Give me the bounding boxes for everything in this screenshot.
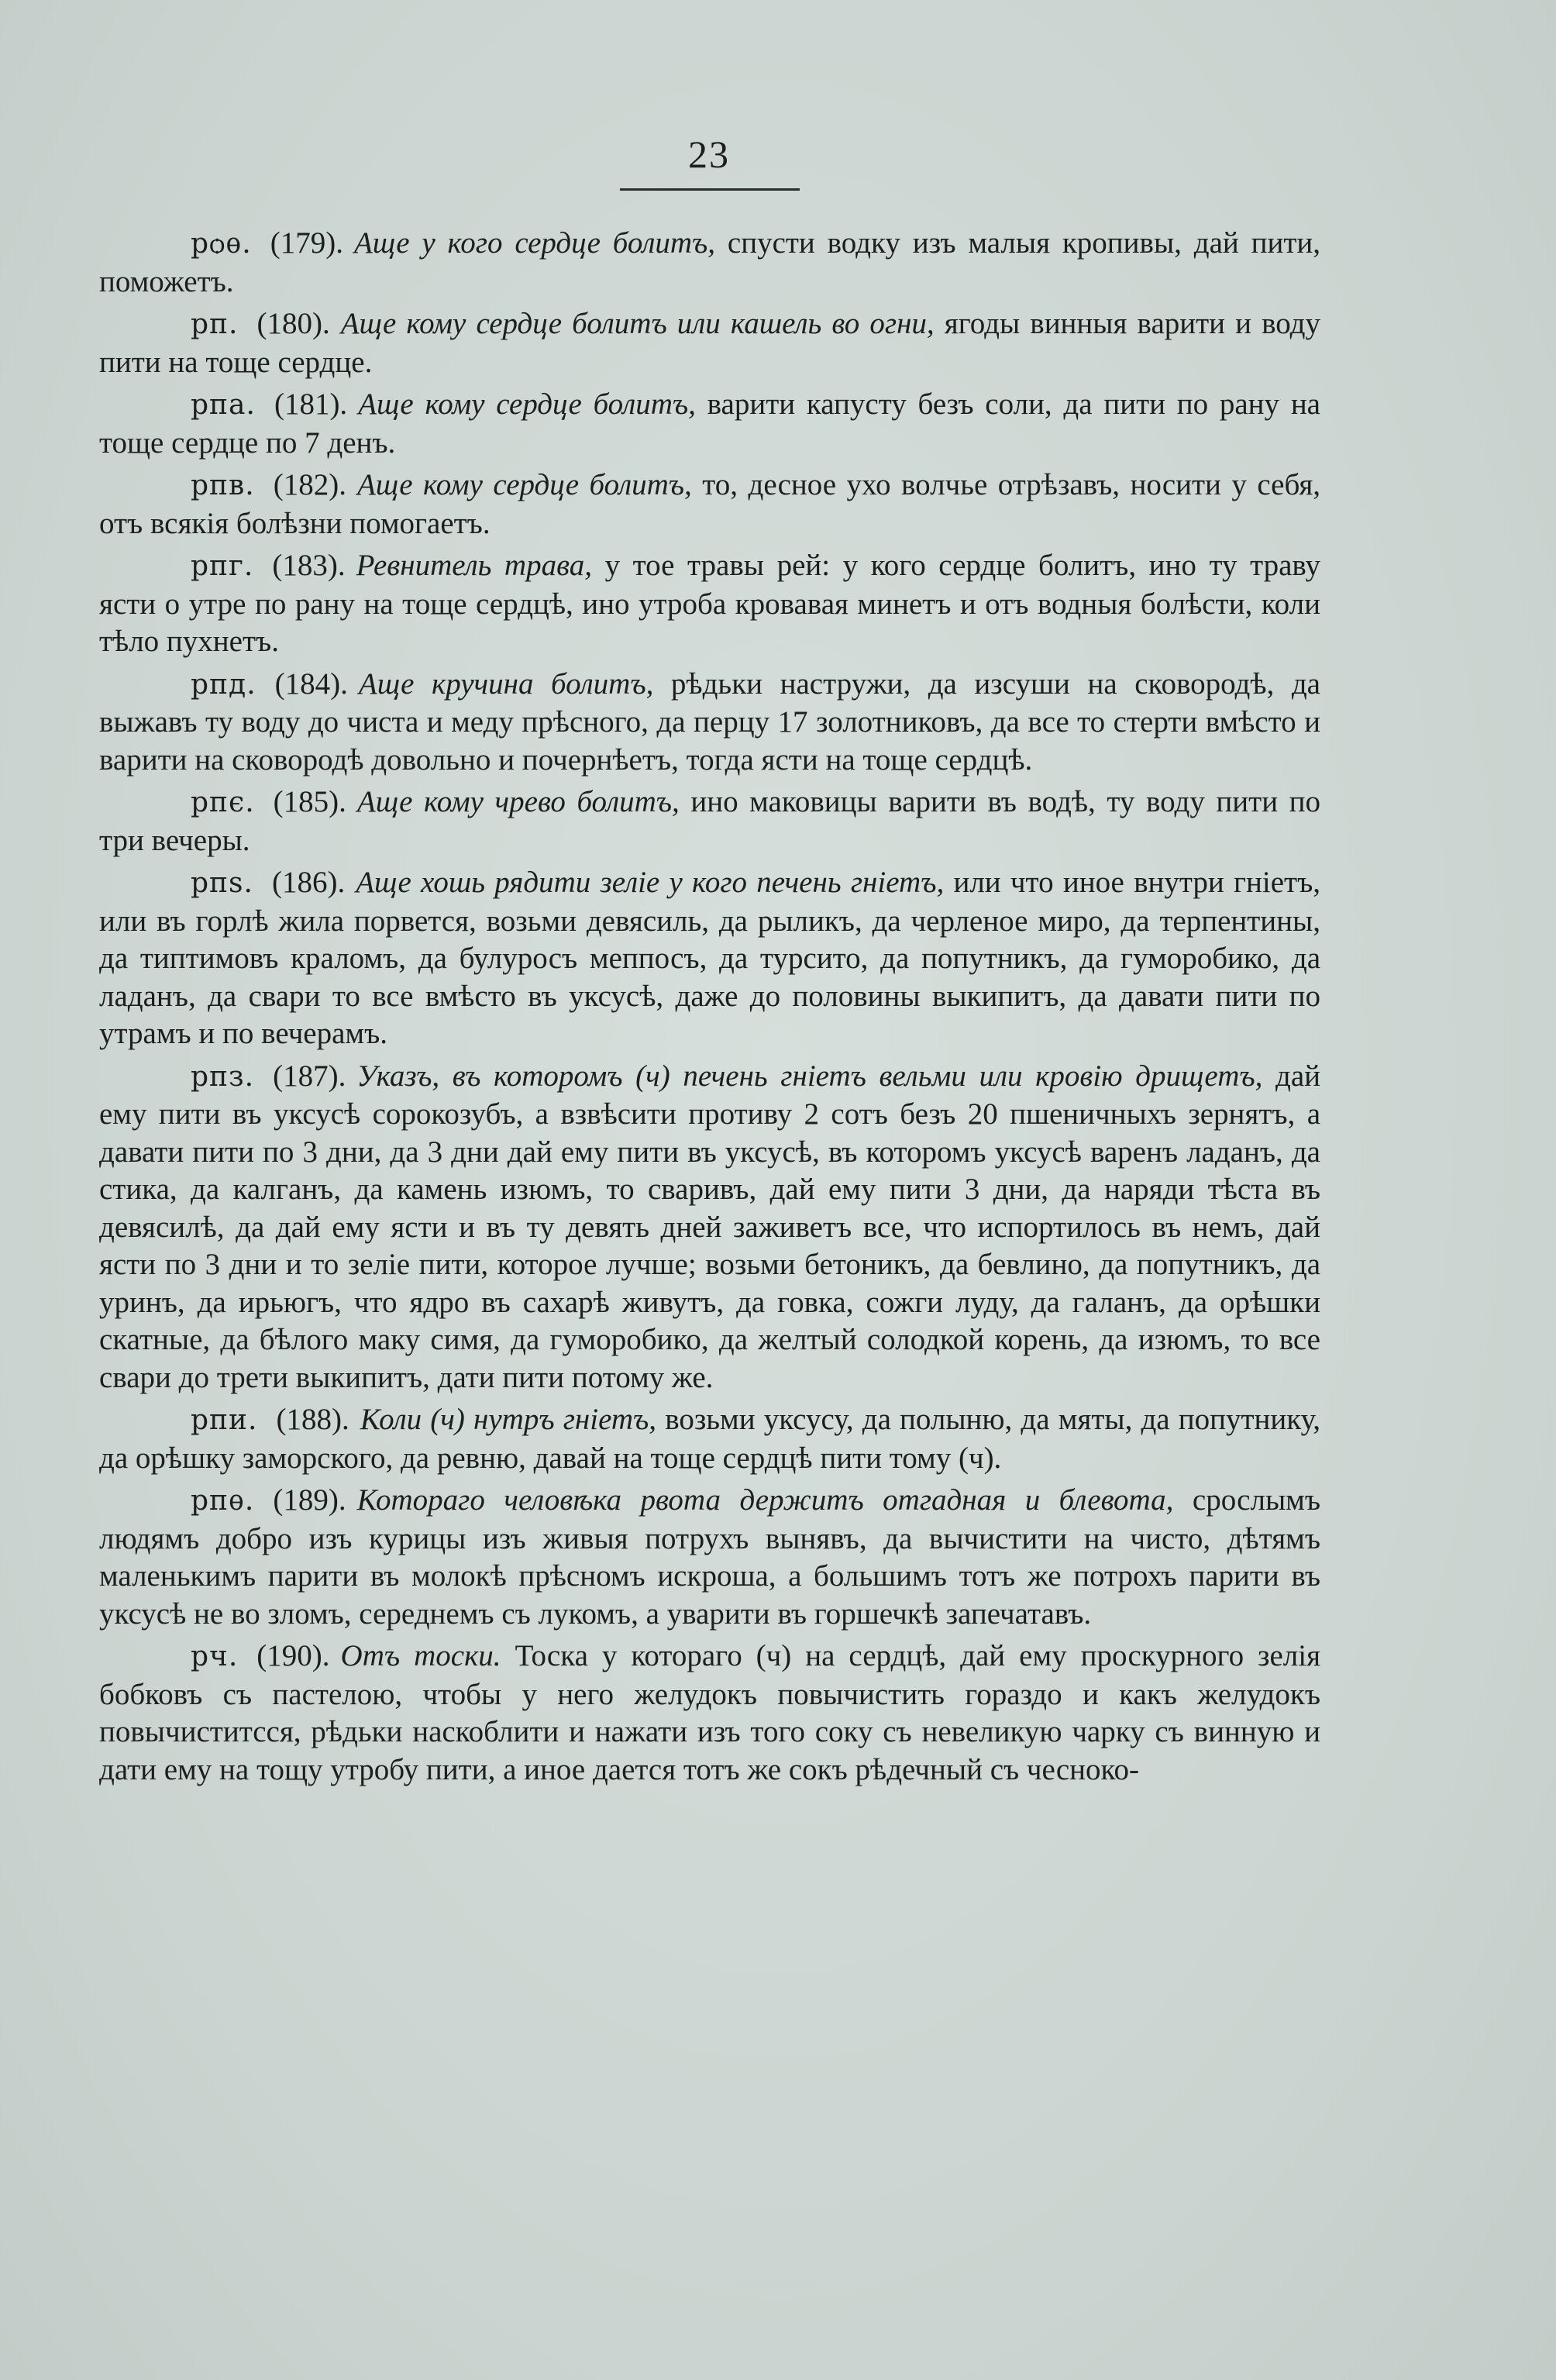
page-number: 23	[688, 133, 730, 176]
entry-title: Коли (ч) нутръ гніетъ,	[360, 1403, 657, 1436]
entry-text: рѣдьки настружи, да изсуши на сковородѣ, да выжавъ ту воду до чиста и меду прѣсного, да перцу 17 золотниковъ, да все то стерти вмѣсто и варити на сковородѣ довольно и почернѣетъ, тогда ясти на тоще сердцѣ.	[99, 666, 1320, 777]
entry-number: (189).	[273, 1483, 346, 1517]
entry-title: Аще кому сердце болитъ или кашель во огни,	[340, 307, 935, 340]
entry-numeral: рч.	[191, 1641, 239, 1672]
page-body	[99, 225, 1320, 1793]
entry-180	[99, 305, 1320, 381]
entry-title: Аще кому чрево болитъ,	[356, 785, 680, 818]
entry-text: то, десное ухо волчье отрѣзавъ, носити у себя, отъ всякія болѣзни помогаетъ.	[99, 468, 1321, 540]
entry-number: (185).	[273, 785, 346, 818]
entry-number: (182).	[273, 468, 346, 501]
entry-number: (186).	[271, 866, 346, 899]
entry-numeral: рпв.	[191, 470, 255, 501]
entry-186	[99, 864, 1320, 1053]
entry-number: (181).	[274, 387, 348, 421]
entry-text: варити капусту безъ соли, да пити по рану на тоще сердце по 7 денъ.	[99, 387, 1320, 460]
entry-190	[99, 1638, 1320, 1789]
entry-number: (183).	[272, 549, 346, 582]
entry-text: дай ему пити въ уксусѣ сорокозубъ, а взвѣсити противу 2 сотъ безъ 20 пшеничныхъ зернятъ, а давати пити по 3 дни, да 3 дни дай ему пити въ уксусѣ, въ которомъ уксусѣ варенъ ладанъ, да стика, да калганъ, да камень изюмъ, то сваривъ, дай ему пити 3 дни, да наряди тѣста въ девясилѣ, да дай ему ясти и въ ту девять дней заживетъ все, что испортилось въ немъ, дай ясти по 3 дни и то зеліе пити, которое лучше; возьми бетоникъ, да бевлино, да попутникъ, да уринъ, да ирьюгъ, что ядро въ сахарѣ живутъ, да говка, сожги луду, да галанъ, да орѣшки скатные, да бѣлого маку симя, да гуморобико, да желтый солодкой корень, да изюмъ, то все свари до трети выкипитъ, дати пити потому же.	[99, 1059, 1321, 1394]
entry-numeral: рпд.	[191, 668, 256, 701]
entry-number: (190).	[256, 1639, 330, 1672]
entry-numeral: рпи.	[191, 1404, 258, 1436]
page-number-underline	[620, 188, 800, 191]
entry-title: Котораго человѣка рвота держитъ отгадная и блевота,	[356, 1483, 1174, 1517]
entry-text: срослымъ людямъ добро изъ курицы изъ живыя потрухъ вынявъ, да вычистити на чисто, дѣтямъ маленькимъ парити въ молокѣ прѣсномъ искроша, а большимъ тотъ же потрохъ парити въ уксусѣ не во зломъ, середнемъ съ лукомъ, а уварити въ горшечкѣ запечатавъ.	[99, 1483, 1320, 1631]
entry-number: (180).	[256, 307, 330, 340]
entry-189	[99, 1482, 1320, 1633]
entry-text: возьми уксусу, да полыню, да мяты, да попутнику, да орѣшку заморского, да ревню, давай на тоще сердцѣ пити тому (ч).	[99, 1403, 1320, 1475]
entry-title: Указъ, въ которомъ (ч) печень гніетъ вельми или кровію дрищетъ,	[356, 1059, 1263, 1093]
entry-numeral: рѻѳ.	[191, 228, 252, 260]
entry-number: (179).	[270, 226, 343, 260]
entry-title: Аще кому сердце болитъ,	[358, 387, 696, 421]
entry-179	[99, 225, 1320, 301]
entry-text: Тоска у котораго (ч) на сердцѣ, дай ему проскурного зелія бобковъ съ пастелою, чтобы у него желудокъ повычистить гораздо и какъ желудокъ повычиститсся, рѣдьки наскоблити и нажати изъ того соку съ невеликую чарку съ винную и дати ему на тощу утробу пити, а иное дается тотъ же сокъ рѣдечный съ чесноко-	[99, 1639, 1321, 1786]
entry-title: Ревнитель трава,	[356, 549, 592, 582]
entry-title: Аще у кого сердце болитъ,	[353, 226, 716, 260]
entry-numeral: рпа.	[191, 389, 256, 421]
entry-187	[99, 1058, 1320, 1397]
entry-text: ягоды винныя варити и воду пити на тоще сердце.	[99, 307, 1320, 379]
entry-numeral: рпз.	[191, 1060, 255, 1093]
entry-title: Аще хошь рядити зеліе у кого печень гніетъ,	[356, 866, 945, 899]
entry-title: Аще кому сердце болитъ,	[356, 468, 692, 501]
entry-numeral: рпг.	[191, 550, 254, 582]
entry-numeral: рп.	[191, 308, 239, 340]
entry-number: (188).	[276, 1403, 349, 1436]
entry-numeral: рпє.	[191, 787, 255, 818]
entry-title: Отъ тоски.	[340, 1639, 501, 1672]
entry-181	[99, 386, 1320, 462]
entry-188	[99, 1401, 1320, 1477]
entry-numeral: рпѕ.	[191, 867, 253, 899]
entry-text: или что иное внутри гніетъ, или въ горлѣ жила порвется, возьми девясиль, да рыликъ, да черленое миро, да терпентины, да типтимовъ краломъ, да булуросъ меппосъ, да турсито, да попутникъ, да гуморобико, да ладанъ, да свари то все вмѣсто въ уксусѣ, даже до половины выкипитъ, да давати пити по утрамъ и по вечерамъ.	[99, 866, 1321, 1050]
entry-title: Аще кручина болитъ,	[358, 666, 654, 701]
entry-text: спусти водку изъ малыя кропивы, дай пити, поможетъ.	[99, 226, 1320, 298]
entry-number: (184).	[274, 666, 348, 701]
entry-text: ино маковицы варити въ водѣ, ту воду пити по три вечеры.	[99, 785, 1321, 857]
entry-text: у тое травы рей: у кого сердце болитъ, ино ту траву ясти о утре по рану на тоще сердцѣ, ино утроба кровавая минетъ и отъ водныя болѣсти, коли тѣло пухнетъ.	[99, 549, 1321, 658]
entry-number: (187).	[273, 1059, 346, 1093]
entry-182	[99, 467, 1320, 542]
entry-numeral: рпѳ.	[191, 1485, 255, 1517]
entry-183	[99, 547, 1320, 661]
entry-185	[99, 784, 1320, 859]
entry-184	[99, 666, 1320, 780]
